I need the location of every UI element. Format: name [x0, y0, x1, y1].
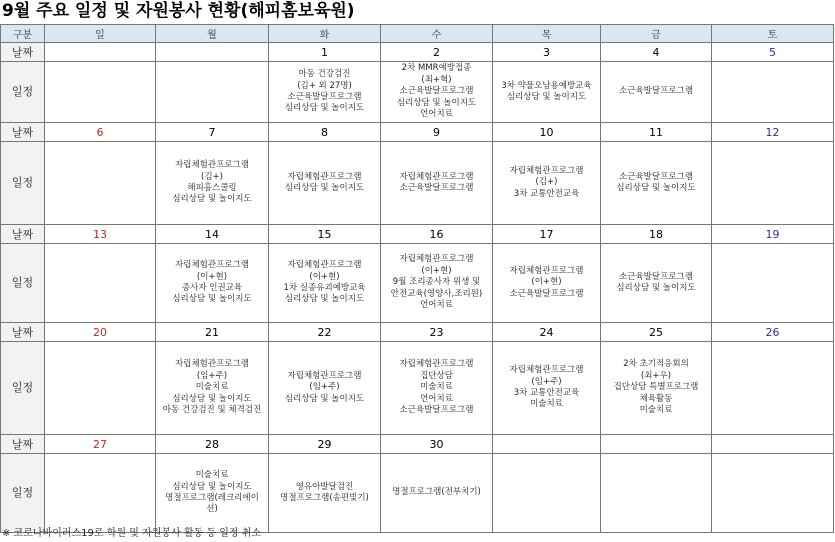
schedule-cell [269, 342, 381, 435]
date-cell: 25 [601, 323, 712, 342]
event-item: 종사자 인권교육 [181, 283, 243, 293]
schedule-row [1, 454, 834, 533]
date-cell: 11 [601, 123, 712, 142]
row-label-schedule: 일정 [1, 142, 45, 225]
date-cell: 9 [381, 123, 493, 142]
event-item: 미술치료 [639, 405, 673, 416]
event-item: 션) [206, 504, 218, 515]
event-item: 심리상담 및 놀이지도 [172, 481, 252, 492]
schedule-cell [45, 142, 156, 225]
date-cell [45, 43, 156, 62]
schedule-cell [381, 454, 493, 533]
schedule-cell [493, 142, 601, 225]
event-item: 미술치료 [195, 470, 229, 481]
event-item: 소근육발달프로그램 [509, 288, 584, 299]
header-cell-mon: 월 [156, 25, 269, 43]
schedule-cell [601, 342, 712, 435]
event-item: 심리상담 및 놀이지도 [172, 294, 252, 305]
event-item: 미술치료 [195, 382, 229, 393]
date-cell: 29 [269, 435, 381, 454]
header-cell-category: 구분 [1, 25, 45, 43]
event-item: 자립체험관프로그램 [175, 160, 249, 171]
schedule-cell [712, 244, 834, 323]
event-item: 자립체험관프로그램 [399, 171, 474, 182]
event-item: 3차 약물오남용예방교육 [501, 80, 592, 91]
event-item: (이+현) [531, 277, 562, 288]
schedule-cell [45, 244, 156, 323]
event-item: 소근육발달프로그램 [399, 183, 474, 193]
event-item: (임+주) [531, 376, 562, 387]
header-cell-thu: 목 [493, 25, 601, 43]
row-label-schedule: 일정 [1, 62, 45, 123]
date-cell: 7 [156, 123, 269, 142]
date-cell: 27 [45, 435, 156, 454]
date-cell: 30 [381, 435, 493, 454]
date-cell [156, 43, 269, 62]
event-item: 심리상담 및 놀이지도 [396, 97, 477, 108]
event-item: 아동 건강검진 및 체격검진 [162, 405, 262, 416]
date-row [1, 225, 834, 244]
date-cell: 26 [712, 323, 834, 342]
event-item: 9월 조리종사자 위생 및 [392, 277, 481, 288]
event-item: 소근육발달프로그램 [619, 271, 693, 282]
date-cell [601, 435, 712, 454]
schedule-cell [381, 142, 493, 225]
event-item: 안전교육(영양사,조리원) [390, 288, 483, 299]
row-label-date: 날짜 [1, 225, 45, 244]
event-item: 2차 MMR예방접종 [401, 63, 472, 74]
schedule-cell [381, 244, 493, 323]
schedule-row [1, 142, 834, 225]
date-row [1, 43, 834, 62]
event-item: 자립체험관프로그램 [287, 260, 362, 271]
schedule-row [1, 342, 834, 435]
schedule-cell [493, 342, 601, 435]
event-item: 소근육발달프로그램 [399, 86, 474, 97]
event-item: (이+현) [196, 271, 228, 282]
event-item: 1차 실종유괴예방교육 [283, 283, 366, 293]
date-cell [712, 435, 834, 454]
schedule-row [1, 62, 834, 123]
header-cell-wed: 수 [381, 25, 493, 43]
row-label-date: 날짜 [1, 123, 45, 142]
schedule-cell [269, 454, 381, 533]
page-title: 9월 주요 일정 및 자원봉사 현황(해피홈보육원) [2, 1, 355, 21]
date-cell: 5 [712, 43, 834, 62]
date-cell: 2 [381, 43, 493, 62]
schedule-cell [156, 342, 269, 435]
row-label-schedule: 일정 [1, 342, 45, 435]
event-item: 언어치료 [420, 300, 453, 311]
event-item: 심리상담 및 놀이지도 [506, 92, 587, 102]
event-item: 소근육발달프로그램 [287, 92, 362, 102]
date-cell: 14 [156, 225, 269, 244]
event-item: 심리상담 및 놀이지도 [172, 194, 252, 205]
event-item: 명절프로그램(전부치기) [392, 487, 481, 498]
row-label-schedule: 일정 [1, 454, 45, 533]
event-item: 3차 교통안전교육 [513, 188, 580, 199]
event-item: 자립체험관프로그램 [287, 171, 362, 182]
schedule-cell [601, 62, 712, 123]
event-item: 소근육발달프로그램 [619, 171, 693, 182]
event-item: 자립체험관프로그램 [399, 359, 474, 370]
schedule-cell [601, 454, 712, 533]
schedule-row [1, 244, 834, 323]
date-cell: 6 [45, 123, 156, 142]
event-item: 미술치료 [530, 399, 563, 410]
date-cell: 8 [269, 123, 381, 142]
date-cell: 3 [493, 43, 601, 62]
schedule-cell [45, 342, 156, 435]
event-item: 집단상담 [420, 370, 453, 381]
row-label-date: 날짜 [1, 323, 45, 342]
date-cell: 21 [156, 323, 269, 342]
date-cell: 4 [601, 43, 712, 62]
schedule-cell [156, 142, 269, 225]
event-item: 해피홈스쿨링 [187, 183, 237, 193]
event-item: 영유아발달검진 [295, 481, 354, 492]
event-item: 자립체험관프로그램 [509, 365, 584, 376]
event-item: 언어치료 [420, 393, 453, 404]
event-item: 자립체험관프로그램 [509, 265, 584, 276]
schedule-cell [45, 454, 156, 533]
schedule-cell [381, 342, 493, 435]
schedule-cell [156, 454, 269, 533]
date-cell: 10 [493, 123, 601, 142]
event-item: 자립체험관프로그램 [175, 359, 249, 370]
event-item: (최+혁) [421, 74, 452, 85]
date-cell: 1 [269, 43, 381, 62]
event-item: (이+현) [309, 271, 340, 282]
weekday-header-row [1, 25, 834, 43]
schedule-cell [156, 62, 269, 123]
schedule-cell [269, 244, 381, 323]
date-row [1, 323, 834, 342]
event-item: 3차 교통안전교육 [513, 388, 580, 398]
event-item: 심리상담 및 놀이지도 [172, 393, 252, 404]
schedule-cell [601, 244, 712, 323]
event-item: 심리상담 및 놀이지도 [284, 183, 365, 193]
date-cell: 15 [269, 225, 381, 244]
date-cell: 24 [493, 323, 601, 342]
event-item: 2차 초기적응회의 [623, 359, 689, 370]
date-cell: 22 [269, 323, 381, 342]
event-item: 심리상담 및 놀이지도 [284, 294, 365, 305]
event-item: 자립체험관프로그램 [175, 260, 249, 271]
schedule-cell [712, 342, 834, 435]
date-cell: 20 [45, 323, 156, 342]
event-item: (김+) [201, 171, 223, 182]
event-item: 자립체험관프로그램 [287, 370, 362, 381]
header-cell-sat: 토 [712, 25, 834, 43]
date-row [1, 123, 834, 142]
event-item: 심리상담 및 놀이지도 [616, 183, 696, 193]
event-item: (임+주) [309, 382, 340, 393]
schedule-cell [269, 62, 381, 123]
date-cell: 13 [45, 225, 156, 244]
event-item: 소근육발달프로그램 [619, 86, 693, 97]
schedule-cell [156, 244, 269, 323]
schedule-cell [712, 62, 834, 123]
date-row [1, 435, 834, 454]
row-label-schedule: 일정 [1, 244, 45, 323]
date-cell: 12 [712, 123, 834, 142]
monthly-calendar-table [0, 24, 834, 533]
event-item: (김+ 외 27명) [297, 80, 352, 91]
row-label-date: 날짜 [1, 43, 45, 62]
schedule-cell [381, 62, 493, 123]
event-item: 명절프로그램(송편빚기) [280, 493, 369, 503]
schedule-cell [493, 454, 601, 533]
event-item: 미술치료 [420, 382, 453, 393]
event-item: 심리상담 및 놀이지도 [284, 393, 365, 404]
schedule-cell [712, 454, 834, 533]
event-item: 자립체험관프로그램 [509, 165, 584, 176]
event-item: 체육활동 [639, 393, 673, 404]
date-cell [493, 435, 601, 454]
event-item: (최+우) [640, 370, 672, 381]
footnote: ※ 코로나바이러스19로 학원 및 자원봉사 활동 등 일정 취소 [2, 528, 262, 539]
schedule-cell [45, 62, 156, 123]
date-cell: 17 [493, 225, 601, 244]
event-item: 심리상담 및 놀이지도 [284, 103, 365, 114]
date-cell: 18 [601, 225, 712, 244]
event-item: 명절프로그램(레크리에이 [165, 493, 259, 503]
event-item: (김+) [535, 177, 558, 188]
date-cell: 28 [156, 435, 269, 454]
schedule-cell [493, 62, 601, 123]
schedule-cell [493, 244, 601, 323]
event-item: 집단상담 특별프로그램 [613, 382, 699, 393]
event-item: (이+현) [421, 265, 452, 276]
header-cell-fri: 금 [601, 25, 712, 43]
date-cell: 23 [381, 323, 493, 342]
date-cell: 16 [381, 225, 493, 244]
date-cell: 19 [712, 225, 834, 244]
row-label-date: 날짜 [1, 435, 45, 454]
schedule-cell [601, 142, 712, 225]
event-item: 아동 건강검진 [298, 69, 351, 80]
header-cell-sun: 일 [45, 25, 156, 43]
header-cell-tue: 화 [269, 25, 381, 43]
event-item: 소근육발달프로그램 [399, 405, 474, 416]
event-item: 심리상담 및 놀이지도 [616, 283, 696, 293]
event-item: (임+주) [196, 370, 228, 381]
schedule-cell [269, 142, 381, 225]
calendar-body [1, 25, 834, 533]
schedule-cell [712, 142, 834, 225]
event-item: 언어치료 [420, 109, 453, 120]
event-item: 자립체험관프로그램 [399, 254, 474, 265]
